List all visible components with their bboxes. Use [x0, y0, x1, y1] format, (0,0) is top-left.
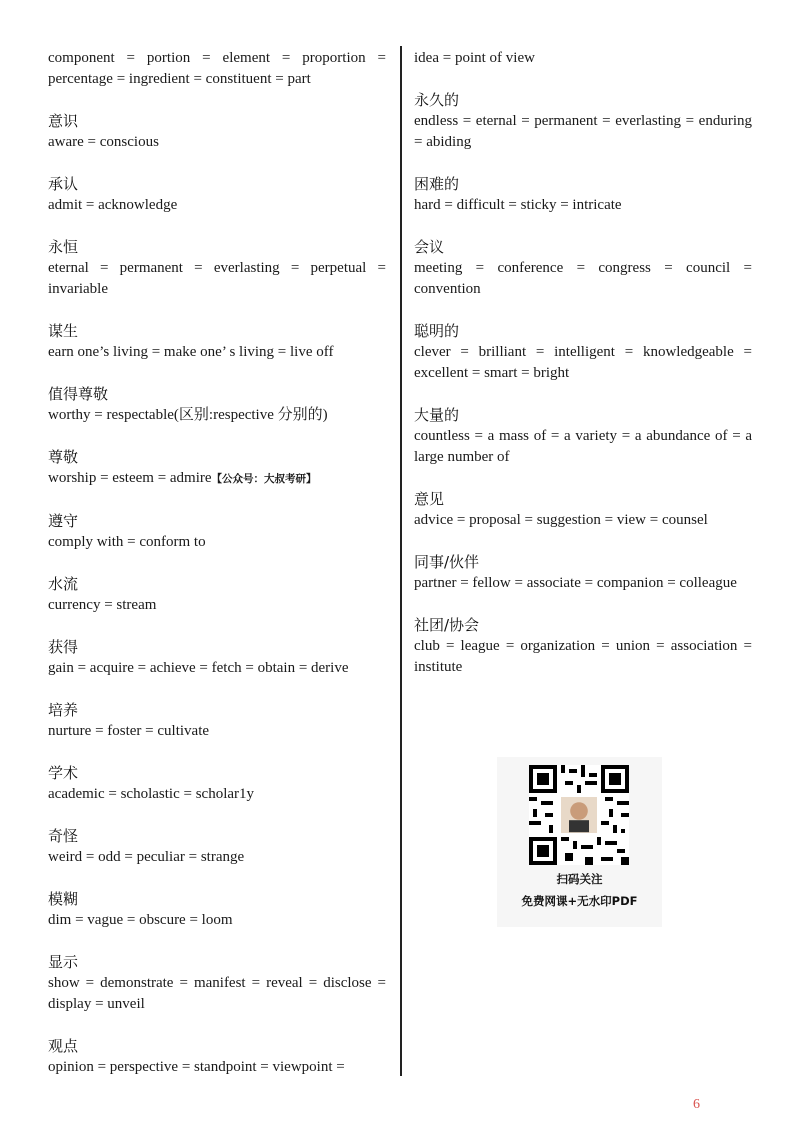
entry-synonyms — [414, 48, 752, 69]
entry-synonyms — [414, 510, 752, 531]
entry-synonyms — [48, 910, 386, 931]
vocab-entry — [48, 637, 386, 679]
entry-synonyms — [48, 1057, 386, 1078]
entry-synonyms — [48, 721, 386, 742]
entry-heading: 大量的 — [414, 406, 460, 424]
vocab-entry — [48, 321, 386, 363]
entry-synonyms — [48, 132, 386, 153]
synonym-text: component = portion = element = proportion = percentage = ingredient = constituent = part — [48, 50, 386, 87]
entry-heading: 水流 — [48, 575, 79, 593]
vocab-entry — [48, 1036, 386, 1078]
vocab-entry — [414, 489, 752, 531]
vocab-entry — [414, 321, 752, 384]
synonym-text: comply with = conform to — [48, 534, 206, 550]
entry-heading: 同事/伙伴 — [414, 553, 480, 571]
entry-heading: 显示 — [48, 953, 79, 971]
synonym-text: show = demonstrate = manifest = reveal = disclose = display = unveil — [48, 975, 386, 1012]
entry-heading: 获得 — [48, 638, 79, 656]
entry-synonyms — [48, 195, 386, 216]
entry-synonyms — [48, 595, 386, 616]
page-number: 6 — [693, 1097, 700, 1112]
entry-synonyms — [414, 342, 752, 384]
qr-code-image — [529, 765, 629, 865]
entry-heading: 意识 — [48, 112, 79, 130]
right-column — [414, 48, 752, 699]
entry-heading: 社团/协会 — [414, 616, 480, 634]
vocab-entry — [48, 511, 386, 553]
entry-heading: 意见 — [414, 490, 445, 508]
synonym-text: academic = scholastic = scholar1y — [48, 786, 255, 802]
vocab-entry — [48, 447, 386, 490]
vocab-entry — [414, 174, 752, 216]
left-column — [48, 48, 386, 1099]
entry-heading: 承认 — [48, 175, 79, 193]
vocab-entry — [414, 405, 752, 468]
vocab-entry — [48, 889, 386, 931]
vocab-entry — [48, 952, 386, 1015]
entry-heading: 模糊 — [48, 890, 79, 908]
synonym-text: eternal = permanent = everlasting = perpetual = invariable — [48, 260, 386, 297]
entry-synonyms — [48, 48, 386, 90]
vocab-entry — [48, 48, 386, 90]
entry-synonyms — [48, 847, 386, 868]
vocab-entry — [48, 111, 386, 153]
entry-heading: 观点 — [48, 1037, 79, 1055]
synonym-text: nurture = foster = cultivate — [48, 723, 210, 739]
vocab-entry — [414, 615, 752, 678]
entry-heading: 会议 — [414, 238, 445, 256]
entry-synonyms — [414, 426, 752, 468]
synonym-text: clever = brilliant = intelligent = knowledgeable = excellent = smart = bright — [414, 344, 752, 381]
synonym-text: countless = a mass of = a variety = a abundance of = a large number of — [414, 428, 752, 465]
entry-heading: 永久的 — [414, 91, 460, 109]
entry-heading: 值得尊敬 — [48, 385, 109, 403]
synonym-text: admit = acknowledge — [48, 197, 178, 213]
vocab-entry — [48, 237, 386, 300]
synonym-text: aware = conscious — [48, 134, 159, 150]
synonym-text: idea = point of view — [414, 50, 535, 66]
synonym-text: meeting = conference = congress = council = convention — [414, 260, 752, 297]
entry-synonyms — [414, 636, 752, 678]
vocab-entry — [48, 574, 386, 616]
vocab-entry — [414, 237, 752, 300]
entry-heading: 永恒 — [48, 238, 79, 256]
vocab-entry — [48, 700, 386, 742]
synonym-text: worthy = respectable(区别:respective 分别的) — [48, 407, 328, 423]
synonym-text: gain = acquire = achieve = fetch = obtain = derive — [48, 660, 349, 676]
synonym-text: currency = stream — [48, 597, 157, 613]
entry-synonyms — [48, 258, 386, 300]
qr-caption-free-course: 免费网课+无水印PDF — [521, 894, 638, 908]
entry-synonyms — [414, 195, 752, 216]
synonym-text: partner = fellow = associate = companion = colleague — [414, 575, 737, 591]
synonym-text: club = league = organization = union = association = institute — [414, 638, 752, 675]
synonym-text: earn one’s living = make one’ s living = live off — [48, 344, 334, 360]
entry-heading: 遵守 — [48, 512, 79, 530]
synonym-text: hard = difficult = sticky = intricate — [414, 197, 622, 213]
entry-synonyms — [414, 111, 752, 153]
vocab-entry — [414, 552, 752, 594]
qr-code-panel — [497, 757, 662, 927]
entry-heading: 聪明的 — [414, 322, 460, 340]
entry-heading: 培养 — [48, 701, 79, 719]
vocab-entry — [48, 826, 386, 868]
synonym-text: opinion = perspective = standpoint = viewpoint = — [48, 1059, 345, 1075]
entry-heading: 谋生 — [48, 322, 79, 340]
synonym-text: dim = vague = obscure = loom — [48, 912, 233, 928]
vocab-entry — [48, 384, 386, 426]
entry-synonyms — [48, 532, 386, 553]
synonym-text: worship = esteem = admire — [48, 470, 212, 486]
entry-synonyms — [48, 658, 386, 679]
synonym-text: advice = proposal = suggestion = view = counsel — [414, 512, 708, 528]
entry-heading: 困难的 — [414, 175, 460, 193]
entry-heading: 尊敬 — [48, 448, 79, 466]
qr-caption-follow: 扫码关注 — [556, 872, 603, 886]
column-divider — [400, 46, 402, 1076]
vocab-entry — [48, 174, 386, 216]
entry-synonyms — [48, 973, 386, 1015]
watermark-tag: 【公众号：大叔考研】 — [211, 473, 317, 485]
vocab-entry — [414, 90, 752, 153]
entry-synonyms — [414, 573, 752, 594]
vocab-entry — [414, 48, 752, 69]
entry-synonyms — [48, 468, 386, 490]
entry-synonyms — [48, 784, 386, 805]
entry-heading: 奇怪 — [48, 827, 79, 845]
synonym-text: weird = odd = peculiar = strange — [48, 849, 245, 865]
entry-synonyms — [414, 258, 752, 300]
synonym-text: endless = eternal = permanent = everlasting = enduring = abiding — [414, 113, 752, 150]
vocab-entry — [48, 763, 386, 805]
entry-synonyms — [48, 342, 386, 363]
entry-heading: 学术 — [48, 764, 79, 782]
entry-synonyms — [48, 405, 386, 426]
